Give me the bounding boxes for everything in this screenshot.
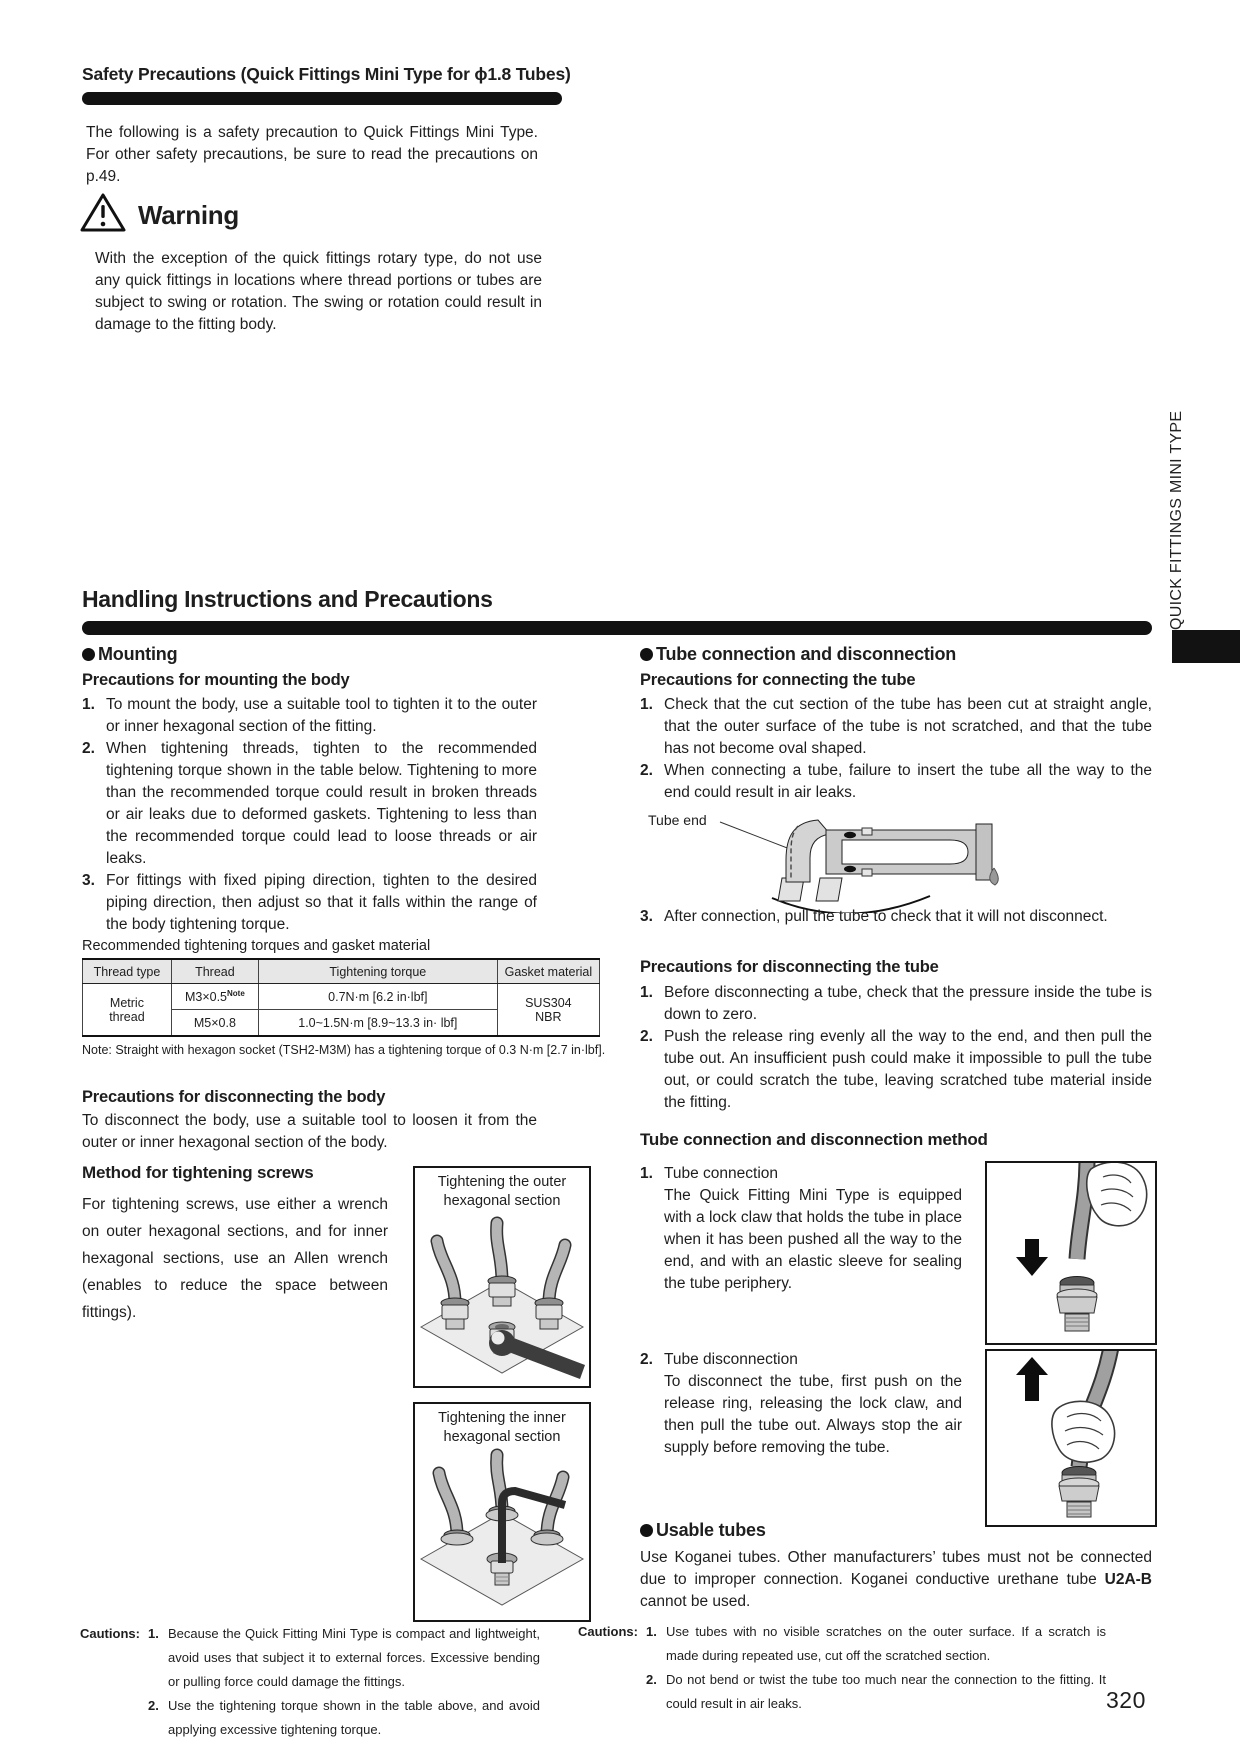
note-superscript: Note	[227, 988, 245, 998]
mounting-heading-row	[82, 644, 537, 665]
caption-line: Tightening the outer	[437, 1174, 567, 1190]
list-number: 1.	[640, 1165, 653, 1182]
table-cell-torque: 1.0~1.5N·m [8.9~13.3 in· lbf]	[258, 1010, 497, 1037]
list-number: 3.	[640, 908, 653, 925]
table-header-row	[83, 959, 600, 984]
tube-connect-list	[640, 694, 1152, 804]
tube-disconnect-block	[640, 958, 1152, 1114]
warning-heading: Warning	[138, 199, 239, 230]
thread-value: M3×0.5	[184, 990, 228, 1005]
figure-tube-connection	[985, 1161, 1157, 1345]
tube-method-item2	[640, 1349, 962, 1459]
disconnect-body-heading: Precautions for disconnecting the body	[82, 1088, 386, 1106]
handling-heading: Handling Instructions and Precautions	[82, 586, 493, 612]
usable-tubes-model-code: U2A-B	[1104, 1571, 1152, 1588]
tube-disconnect-sub-heading: Precautions for disconnecting the tube	[640, 958, 939, 976]
table-note: Note: Straight with hexagon socket (TSH2-M3M) has a tightening torque of 0.3 N·m [2.7 in·lbf].	[82, 1043, 606, 1057]
caution-item	[148, 1622, 540, 1694]
tube-section-block	[640, 644, 1152, 804]
page-header	[82, 64, 571, 105]
table-cell-thread-type	[83, 984, 172, 1037]
list-item-title: Tube disconnection	[664, 1351, 798, 1368]
title-underline-bar	[82, 92, 562, 105]
caution-number: 1.	[646, 1624, 657, 1639]
tube-heading-row	[640, 644, 1152, 665]
caption-line: hexagonal section	[443, 1429, 561, 1445]
caution-text: Do not bend or twist the tube too much near the connection to the fitting. It could result in air leaks.	[666, 1672, 1106, 1711]
list-item	[640, 1349, 962, 1459]
list-number: 1.	[82, 696, 95, 713]
caution-item	[148, 1694, 540, 1742]
inner-hex-illustration	[415, 1447, 589, 1615]
thread-type-line: Metric	[109, 995, 144, 1010]
warning-header	[80, 192, 542, 238]
usable-tubes-heading-row	[640, 1520, 1152, 1541]
list-text: When tightening threads, tighten to the recommended tightening torque shown in the table below. Tightening to more than the recommended torque could result in broken threads or air leaks due to deformed gaskets. Tightening to less than the recommended torque could lead to loose threads or air leaks.	[106, 740, 537, 867]
tube-end-label: Tube end	[648, 812, 707, 828]
table-cell-thread: M5×0.8	[171, 1010, 258, 1037]
list-number: 2.	[82, 740, 95, 757]
usable-tubes-text-post: cannot be used.	[640, 1593, 751, 1610]
caption-line: Tightening the inner	[438, 1410, 566, 1426]
list-number: 2.	[640, 762, 653, 779]
cautions-items	[646, 1620, 1106, 1716]
tightening-method-text: For tightening screws, use either a wrench on outer hexagonal sections, and for inner hexagonal sections, use an Allen wrench (enables to reduce the space between fittings).	[82, 1196, 388, 1321]
section-bullet-icon	[82, 648, 95, 661]
warning-triangle-icon	[80, 192, 126, 238]
tube-end-diagram	[648, 798, 1048, 913]
list-text: After connection, pull the tube to check that it will not disconnect.	[664, 908, 1108, 925]
list-item-body: To disconnect the tube, first push on the release ring, releasing the lock claw, and then pull the tube out. Always stop the air supply before removing the tube.	[664, 1373, 962, 1456]
tube-section-heading: Tube connection and disconnection	[656, 644, 957, 664]
bullet-icon	[80, 248, 95, 336]
caution-text: Because the Quick Fitting Mini Type is compact and lightweight, avoid uses that subject it to external forces. Excessive bending or pulling force could damage the fittings.	[168, 1626, 540, 1689]
list-item	[640, 694, 1152, 760]
table-header-cell: Thread	[171, 959, 258, 984]
tube-end-illustration	[648, 798, 1048, 913]
page-number: 320	[1106, 1687, 1146, 1713]
figure-caption	[415, 1404, 589, 1447]
list-item	[82, 694, 537, 738]
figure-inner-hex	[413, 1402, 591, 1622]
torque-table-block	[82, 938, 638, 1059]
mounting-sub-heading: Precautions for mounting the body	[82, 671, 350, 689]
caution-text: Use tubes with no visible scratches on the outer surface. If a scratch is made during repeated use, cut off the scratched section.	[666, 1624, 1106, 1663]
list-number: 2.	[640, 1028, 653, 1045]
usable-tubes-text	[640, 1547, 1152, 1613]
sidebar-section-label: QUICK FITTINGS MINI TYPE	[1168, 410, 1185, 630]
list-number: 1.	[640, 984, 653, 1001]
list-number: 1.	[640, 696, 653, 713]
list-item-body: The Quick Fitting Mini Type is equipped with a lock claw that holds the tube in place when it has been pushed all the way to the end, and with an elastic sleeve for sealing the tube periphery.	[664, 1187, 962, 1292]
cautions-items	[148, 1622, 540, 1742]
table-cell-thread	[171, 984, 258, 1010]
list-body	[664, 1349, 962, 1459]
list-item	[640, 906, 1152, 928]
mounting-list	[82, 694, 537, 936]
list-text: Check that the cut section of the tube has been cut at straight angle, that the outer surface of the tube is not scratched, and that the tube has not become oval shaped.	[664, 696, 1152, 757]
table-row	[83, 984, 600, 1010]
list-text: To mount the body, use a suitable tool to tighten it to the outer or inner hexagonal section of the fitting.	[106, 696, 537, 735]
down-arrow-icon	[1016, 1239, 1048, 1276]
usable-tubes-text-pre: Use Koganei tubes. Other manufacturers’ tubes must not be connected due to improper connection. Koganei conductive urethane tube	[640, 1549, 1152, 1588]
cautions-label: Cautions:	[578, 1624, 638, 1639]
torque-table	[82, 958, 600, 1037]
caution-number: 2.	[148, 1698, 159, 1713]
list-text: Push the release ring evenly all the way to the end, and then pull the tube out. An insufficient push could make it impossible to pull the tube out, or could scratch the tube, leaving scratched tube material inside the fitting.	[664, 1028, 1152, 1111]
tube-disconnect-list	[640, 982, 1152, 1114]
table-header-cell: Gasket material	[497, 959, 599, 984]
gasket-line: SUS304	[525, 995, 572, 1010]
hand-shape	[1087, 1163, 1147, 1226]
list-item	[82, 738, 537, 870]
disconnect-body-text: To disconnect the body, use a suitable tool to loosen it from the outer or inner hexagonal section of the body.	[82, 1112, 537, 1151]
list-number: 2.	[640, 1351, 653, 1368]
tube-connection-illustration	[987, 1163, 1155, 1343]
hand-shape	[1052, 1401, 1115, 1462]
intro-paragraph: The following is a safety precaution to Quick Fittings Mini Type. For other safety precautions, be sure to read the precautions on p.49.	[86, 124, 538, 185]
tube-method-sub-heading: Tube connection and disconnection method	[640, 1130, 988, 1149]
handling-section-header	[82, 586, 1152, 635]
usable-tubes-heading: Usable tubes	[656, 1520, 766, 1540]
section-bullet-icon	[640, 648, 653, 661]
tube-connect-item3	[640, 906, 1152, 928]
list-text: When connecting a tube, failure to insert the tube all the way to the end could result in air leaks.	[664, 762, 1152, 801]
tube-method-item1	[640, 1163, 962, 1295]
table-header-cell: Tightening torque	[258, 959, 497, 984]
table-caption: Recommended tightening torques and gasket material	[82, 938, 431, 954]
tightening-method-block	[82, 1163, 388, 1326]
caution-text: Use the tightening torque shown in the table above, and avoid applying excessive tightening torque.	[168, 1698, 540, 1737]
figure-outer-hex	[413, 1166, 591, 1388]
tightening-method-heading: Method for tightening screws	[82, 1163, 314, 1182]
list-item	[640, 1163, 962, 1295]
tube-method-heading-block	[640, 1130, 1152, 1150]
sidebar-tab-marker	[1172, 630, 1240, 663]
warning-item	[80, 248, 542, 336]
figure-tube-disconnection	[985, 1349, 1157, 1527]
outer-hex-illustration	[415, 1211, 589, 1381]
mounting-block	[82, 644, 537, 936]
right-cautions	[578, 1620, 1106, 1716]
table-header-cell: Thread type	[83, 959, 172, 984]
list-item	[640, 1026, 1152, 1114]
table-cell-torque: 0.7N·m [6.2 in·lbf]	[258, 984, 497, 1010]
disconnect-body-block	[82, 1088, 537, 1154]
caption-line: hexagonal section	[443, 1193, 561, 1209]
table-cell-gasket	[497, 984, 599, 1037]
tube-disconnection-illustration	[987, 1351, 1155, 1525]
caution-number: 1.	[148, 1626, 159, 1641]
list-number: 3.	[82, 872, 95, 889]
list-item	[640, 982, 1152, 1026]
up-arrow-icon	[1016, 1357, 1048, 1401]
caution-number: 2.	[646, 1672, 657, 1687]
list-item	[82, 870, 537, 936]
handling-underline-bar	[82, 621, 1152, 635]
page-title: Safety Precautions (Quick Fittings Mini Type for ϕ1.8 Tubes)	[82, 64, 571, 84]
list-item-title: Tube connection	[664, 1165, 779, 1182]
figure-caption	[415, 1168, 589, 1211]
usable-tubes-block	[640, 1520, 1152, 1613]
mounting-heading: Mounting	[98, 644, 178, 664]
warning-item-text: With the exception of the quick fittings rotary type, do not use any quick fittings in locations where thread portions or tubes are subject to swing or rotation. The swing or rotation could result in damage to the fitting body.	[95, 250, 542, 333]
list-text: For fittings with fixed piping direction, tighten to the desired piping direction, then adjust so that it falls within the range of the body tightening torque.	[106, 872, 537, 933]
list-body	[664, 1163, 962, 1295]
tube-connect-sub-heading: Precautions for connecting the tube	[640, 671, 916, 689]
thread-type-line: thread	[109, 1009, 145, 1024]
caution-item	[646, 1620, 1106, 1668]
cautions-label: Cautions:	[80, 1626, 140, 1641]
list-text: Before disconnecting a tube, check that the pressure inside the tube is down to zero.	[664, 984, 1152, 1023]
warning-section	[80, 192, 542, 336]
caution-item	[646, 1668, 1106, 1716]
section-bullet-icon	[640, 1524, 653, 1537]
left-cautions	[80, 1622, 540, 1742]
gasket-line: NBR	[535, 1009, 562, 1024]
